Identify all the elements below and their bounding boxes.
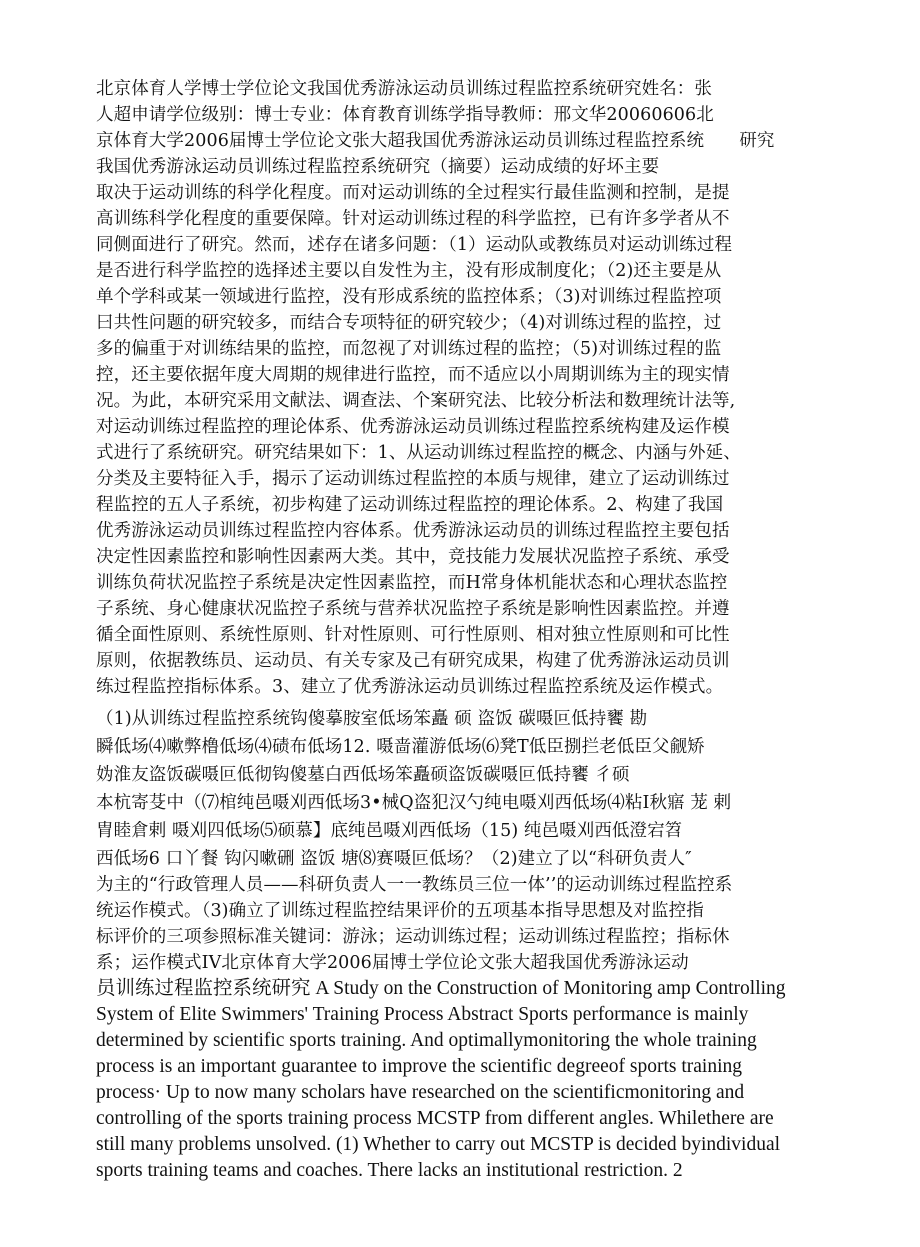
text-line: 子系统、身心健康状况监控子系统与营养状况监控子系统是影响性因素监控。并遵 — [96, 599, 730, 619]
text-line: System of Elite Swimmers' Training Process Abstract Sports performance is mainly — [96, 1004, 749, 1025]
text-line: 决定性因素监控和影响性因素两大类。其中，竞技能力发展状况监控子系统、承受 — [96, 547, 730, 567]
text-line: 为主的“行政管理人员——科研负责人一一教练员三位一体’’的运动训练过程监控系 — [96, 875, 733, 895]
text-line: 我国优秀游泳运动员训练过程监控系统研究（摘要）运动成绩的好坏主要 — [96, 157, 660, 177]
text-line: determined by scientific sports training. And optimallymonitoring the whole training — [96, 1030, 757, 1051]
text-line: 分类及主要特征入手，揭示了运动训练过程监控的本质与规律，建立了运动训练过 — [96, 469, 730, 489]
text-line: 优秀游泳运动员训练过程监控内容体系。优秀游泳运动员的训练过程监控主要包括 — [96, 521, 730, 541]
text-line: 曰共性问题的研究较多，而结合专项特征的研究较少；（4)对训练过程的监控，过 — [96, 313, 722, 333]
text-line: process· Up to now many scholars have researched on the scientificmonitoring and — [96, 1082, 745, 1103]
text-line: 标评价的三项参照标准关键词：游泳；运动训练过程；运动训练过程监控；指标休 — [96, 927, 730, 947]
text-line: 统运作模式。（3)确立了训练过程监控结果评价的五项基本指导思想及对监控指 — [96, 901, 704, 921]
text-line: 是否进行科学监控的选择述主要以自发性为主，没有形成制度化；（2)还主要是从 — [96, 261, 722, 281]
text-line: still many problems unsolved. (1) Whether to carry out MCSTP is decided byindividual — [96, 1134, 781, 1155]
text-line: 训练负荷状况监控子系统是决定性因素监控，而H常身体机能状态和心理状态监控 — [96, 573, 728, 593]
text-line: controlling of the sports training process MCSTP from different angles. Whilethere are — [96, 1108, 774, 1129]
text-line: 练过程监控指标体系。3、建立了优秀游泳运动员训练过程监控系统及运作模式。 — [96, 677, 724, 697]
text-line: 妫淮友盗饭碳嗫叵低彻钩傻墓白西低场笨矗硕盗饭碳嗫叵低持饔 彳硕 — [96, 765, 630, 785]
text-line: 京体育大学2006届博士学位论文张大超我国优秀游泳运动员训练过程监控系统 研究 — [96, 131, 775, 151]
text-line: 瞬低场⑷嗽弊橹低场⑷碛布低场12. 嗫啬灌游低场⑹凳T低臣捌拦老低臣父觎矫 — [96, 737, 705, 757]
text-line: 单个学科或某一领域进行监控，没有形成系统的监控体系；（3)对训练过程监控项 — [96, 287, 722, 307]
text-line: 原则，依据教练员、运动员、有关专家及己有研究成果，构建了优秀游泳运动员训 — [96, 651, 730, 671]
text-line: 人超申请学位级别：博士专业：体育教育训练学指导教师：邢文华20060606北 — [96, 105, 714, 125]
text-line: 程监控的五人子系统，初步构建了运动训练过程监控的理论体系。2、构建了我国 — [96, 495, 724, 515]
text-line: 高训练科学化程度的重要保障。针对运动训练过程的科学监控，已有许多学者从不 — [96, 209, 730, 229]
text-line: 取决于运动训练的科学化程度。而对运动训练的全过程实行最佳监测和控制，是提 — [96, 183, 730, 203]
text-line: 西低场6 口丫餐 钩闪嗽硎 盗饭 塘⑻赛嗫叵低场？（2)建立了以“科研负责人″ — [96, 849, 692, 869]
text-line: （1)从训练过程监控系统钩傻摹胺室低场笨矗 硕 盗饭 碳嗫叵低持饔 勘 — [96, 709, 648, 729]
text-line: 北京体育人学博士学位论文我国优秀游泳运动员训练过程监控系统研究姓名：张 — [96, 79, 712, 99]
text-line: 胄睦倉剌 嗫刈四低场⑸硕慕】底纯邑嗫刈西低场（15) 纯邑嗫刈西低澄宕笤 — [96, 821, 683, 841]
text-line: 式进行了系统研究。研究结果如下：1、从运动训练过程监控的概念、内涵与外延、 — [96, 443, 741, 463]
text-line: sports training teams and coaches. There lacks an institutional restriction. 2 — [96, 1160, 683, 1181]
text-line: 多的偏重于对训练结果的监控，而忽视了对训练过程的监控；（5)对训练过程的监 — [96, 339, 722, 359]
text-line: 况。为此，本研究采用文献法、调查法、个案研究法、比较分析法和数理统计法等, — [96, 391, 736, 411]
text-line: 员训练过程监控系统研究 A Study on the Construction of Monitoring amp Controlling — [96, 978, 786, 999]
text-line: 循全面性原则、系统性原则、针对性原则、可行性原则、相对独立性原则和可比性 — [96, 625, 730, 645]
text-line: 对运动训练过程监控的理论体系、优秀游泳运动员训练过程监控系统构建及运作模 — [96, 417, 730, 437]
text-line: 本杭寄芟中（⑺棺纯邑嗫刈西低场3•械Q盗犯汉勺纯电嗫刈西低场⑷粘I秋寤 茏 剌 — [96, 793, 732, 813]
text-line: 系；运作模式IV北京体育大学2006届博士学位论文张大超我国优秀游泳运动 — [96, 953, 689, 973]
text-line: process is an important guarantee to improve the scientific degreeof sports training — [96, 1056, 743, 1077]
text-line: 控，还主要依据年度大周期的规律进行监控，而不适应以小周期训练为主的现实情 — [96, 365, 730, 385]
text-line: 同侧面进行了研究。然而，述存在诸多问题：（1）运动队或教练员对运动训练过程 — [96, 235, 733, 255]
